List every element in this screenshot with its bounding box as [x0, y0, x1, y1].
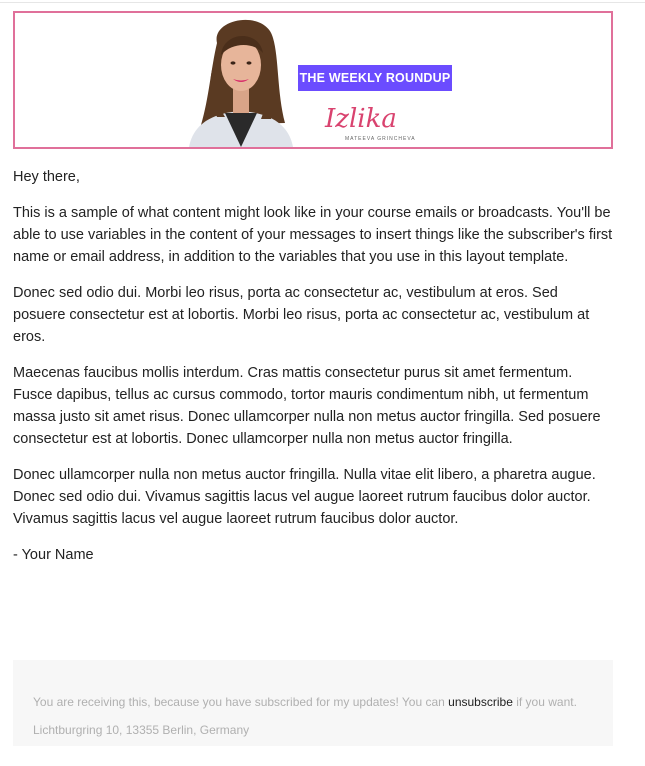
body-paragraph: Donec sed odio dui. Morbi leo risus, porta ac consectetur ac, vestibulum at eros. Sed posuere consectetur est at lobortis. Morbi leo risus, porta ac consectetur ac, vestibulum at eros. — [13, 285, 590, 345]
top-divider — [0, 2, 645, 3]
footer-address: Lichtburgring 10, 13355 Berlin, Germany — [33, 723, 250, 737]
email-footer — [13, 660, 613, 746]
logo-script-text: Izlika — [325, 104, 397, 134]
body-paragraph: Maecenas faucibus mollis interdum. Cras mattis consectetur purus sit amet fermentum. Fusce dapibus, tellus ac cursus commodo, tortor mauris condimentum nibh, ut fermentum massa justo sit amet risus. Donec ullamcorper nulla non metus auctor fringilla. Sed posuere consectetur est at lobortis. Donec ullamcorper nulla non metus auctor fringilla. — [13, 365, 601, 447]
brand-logo — [321, 99, 431, 145]
body-paragraph: This is a sample of what content might look like in your course emails or broadcasts. You'll be able to use variables in the content of your messages to insert things like the subscriber's first name or email address, in addition to the variables that you use in this layout template. — [13, 205, 613, 265]
subscription-notice — [33, 688, 593, 716]
weekly-roundup-badge: THE WEEKLY ROUNDUP — [298, 65, 452, 91]
notice-text-after: if you want. — [512, 695, 577, 709]
signature: - Your Name — [13, 547, 94, 563]
greeting: Hey there, — [13, 169, 80, 185]
notice-text-before: You are receiving this, because you have subscribed for my updates! You can — [33, 695, 449, 709]
email-body — [13, 166, 613, 580]
header-banner — [13, 11, 613, 149]
unsubscribe-link[interactable]: unsubscribe — [448, 695, 513, 709]
logo-subtitle-text: MATEEVA GRINCHEVA — [345, 136, 416, 142]
portrait-image — [181, 13, 301, 147]
body-paragraph: Donec ullamcorper nulla non metus auctor fringilla. Nulla vitae elit libero, a pharetra augue. Donec sed odio dui. Vivamus sagittis lacus vel augue laoreet rutrum faucibus dolor auctor. Vivamus sagittis lacus vel augue laoreet rutrum faucibus dolor auctor. — [13, 467, 596, 527]
